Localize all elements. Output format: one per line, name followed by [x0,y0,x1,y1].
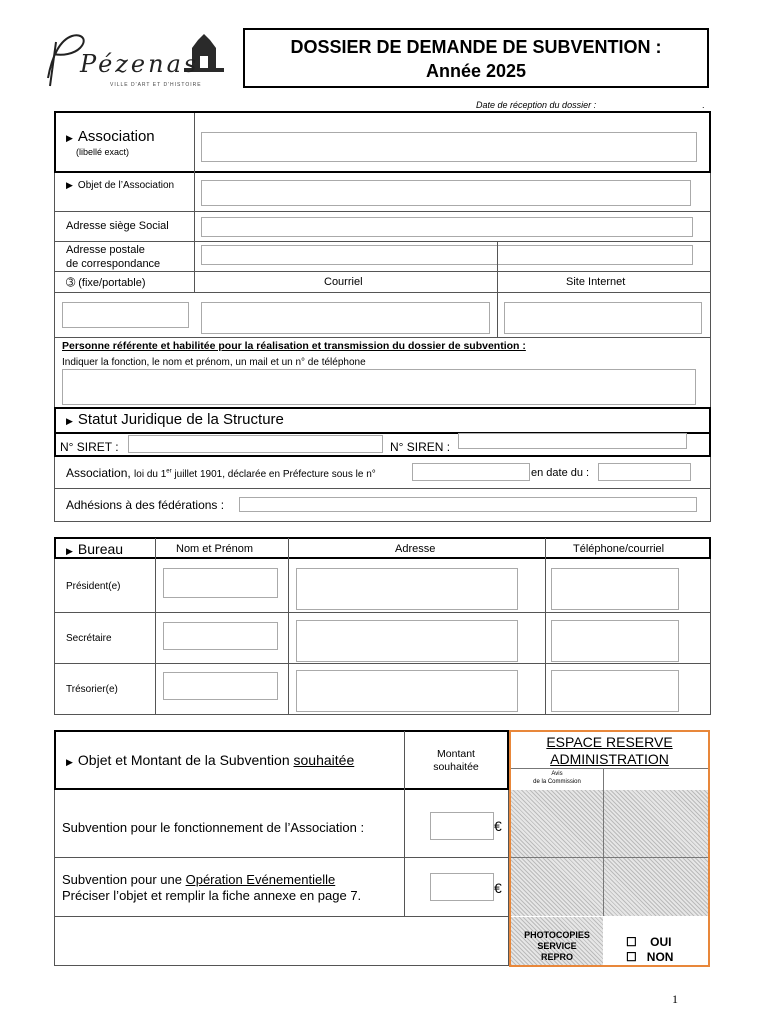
oui-non-group [626,935,673,965]
adresse-siege-input[interactable] [201,217,693,237]
tresorier-tel-input[interactable] [551,670,679,712]
tresorier-adresse-input[interactable] [296,670,518,712]
secretaire-tel-input[interactable] [551,620,679,662]
site-internet-label: Site Internet [566,276,626,288]
date-input[interactable] [598,463,691,481]
oui-label: OUI [650,935,672,949]
telephone-label: ➂ (fixe/portable) [66,277,146,289]
euro-symbol: € [494,880,502,896]
avis-commission-label: Avis de la Commission [533,771,581,785]
col-telephone-courriel: Téléphone/courriel [573,543,665,555]
objet-association-label: ▶ Objet de l’Association [66,180,175,191]
logo-text: Pézenas [80,50,200,78]
siren-input[interactable] [458,433,687,449]
referent-title: Personne référente et habilitée pour la réalisation et transmission du dossier de subvention : [62,340,526,352]
non-checkbox[interactable]: ☐ [626,950,637,964]
logo [38,26,238,94]
president-nom-input[interactable] [163,568,278,598]
prefecture-number-input[interactable] [412,463,530,481]
adresse-siege-label: Adresse siège Social [66,220,169,232]
bureau-label: ▶ Bureau [66,541,124,557]
row-tresorier: Trésorier(e) [66,684,118,695]
objet-association-input[interactable] [201,180,691,206]
fonctionnement-label: Subvention pour le fonctionnement de l’Association : [62,820,365,835]
secretaire-nom-input[interactable] [163,622,278,650]
site-internet-input[interactable] [504,302,702,334]
adresse-postale-label: Adresse postale de correspondance [66,244,161,270]
logo-tagline: VILLE D'ART ET D'HISTOIRE [110,82,202,88]
title-box [243,28,709,88]
page-number: 1 [672,992,678,1006]
courriel-label: Courriel [324,276,363,288]
siren-label: N° SIREN : [390,440,451,454]
referent-input[interactable] [62,369,696,405]
statut-juridique-label: ▶ Statut Juridique de la Structure [66,411,284,428]
row-secretaire: Secrétaire [66,633,112,644]
subvention-label: ▶ Objet et Montant de la Subvention souhaitée [66,752,355,768]
adhesions-input[interactable] [239,497,697,512]
arrow-right-icon: ▶ [66,180,73,190]
page-title: DOSSIER DE DEMANDE DE SUBVENTION : [290,37,662,57]
loi-1901-label: Association, loi du 1er juillet 1901, déclarée en Préfecture sous le n° [66,466,376,480]
page-subtitle: Année 2025 [425,61,527,81]
reception-date-label: Date de réception du dossier : [476,100,597,110]
montant-souhaite-label: Montant souhaitée [433,748,479,773]
montant-operation-input[interactable] [430,873,494,901]
oui-checkbox[interactable]: ☐ [626,935,637,949]
photocopies-label: PHOTOCOPIES SERVICE REPRO [524,930,590,962]
secretaire-adresse-input[interactable] [296,620,518,662]
association-name-input[interactable] [201,132,697,162]
euro-symbol: € [494,818,502,834]
president-tel-input[interactable] [551,568,679,610]
courriel-input[interactable] [201,302,490,334]
col-nom-prenom: Nom et Prénom [176,543,254,555]
president-adresse-input[interactable] [296,568,518,610]
non-label: NON [646,950,674,964]
col-adresse: Adresse [395,543,436,555]
row-president: Président(e) [66,581,121,592]
association-sublabel: (libellé exact) [76,147,130,157]
date-label: en date du : [531,467,590,479]
operation-evenementielle-link: Opération Evénementielle [185,872,336,887]
adhesions-label: Adhésions à des fédérations : [66,498,225,512]
siret-input[interactable] [128,435,383,453]
referent-hint: Indiquer la fonction, le nom et prénom, un mail et un n° de téléphone [62,357,366,368]
adresse-postale-input[interactable] [201,245,693,265]
montant-fonctionnement-input[interactable] [430,812,494,840]
arrow-right-icon: ▶ [66,757,73,767]
admin-title: ESPACE RESERVE ADMINISTRATION [546,734,673,767]
tresorier-nom-input[interactable] [163,672,278,700]
association-label: ▶ Association [66,128,155,145]
reception-dot: . [702,100,705,110]
operation-label: Subvention pour une Opération Evénementielle Préciser l’objet et remplir la fiche annexe en page 7. [62,872,362,903]
admin-hatched-area [511,790,708,916]
siret-label: N° SIRET : [60,440,119,454]
arrow-right-icon: ▶ [66,416,73,426]
telephone-input[interactable] [62,302,189,328]
arrow-right-icon: ▶ [66,546,73,556]
arrow-right-icon: ▶ [66,133,73,143]
